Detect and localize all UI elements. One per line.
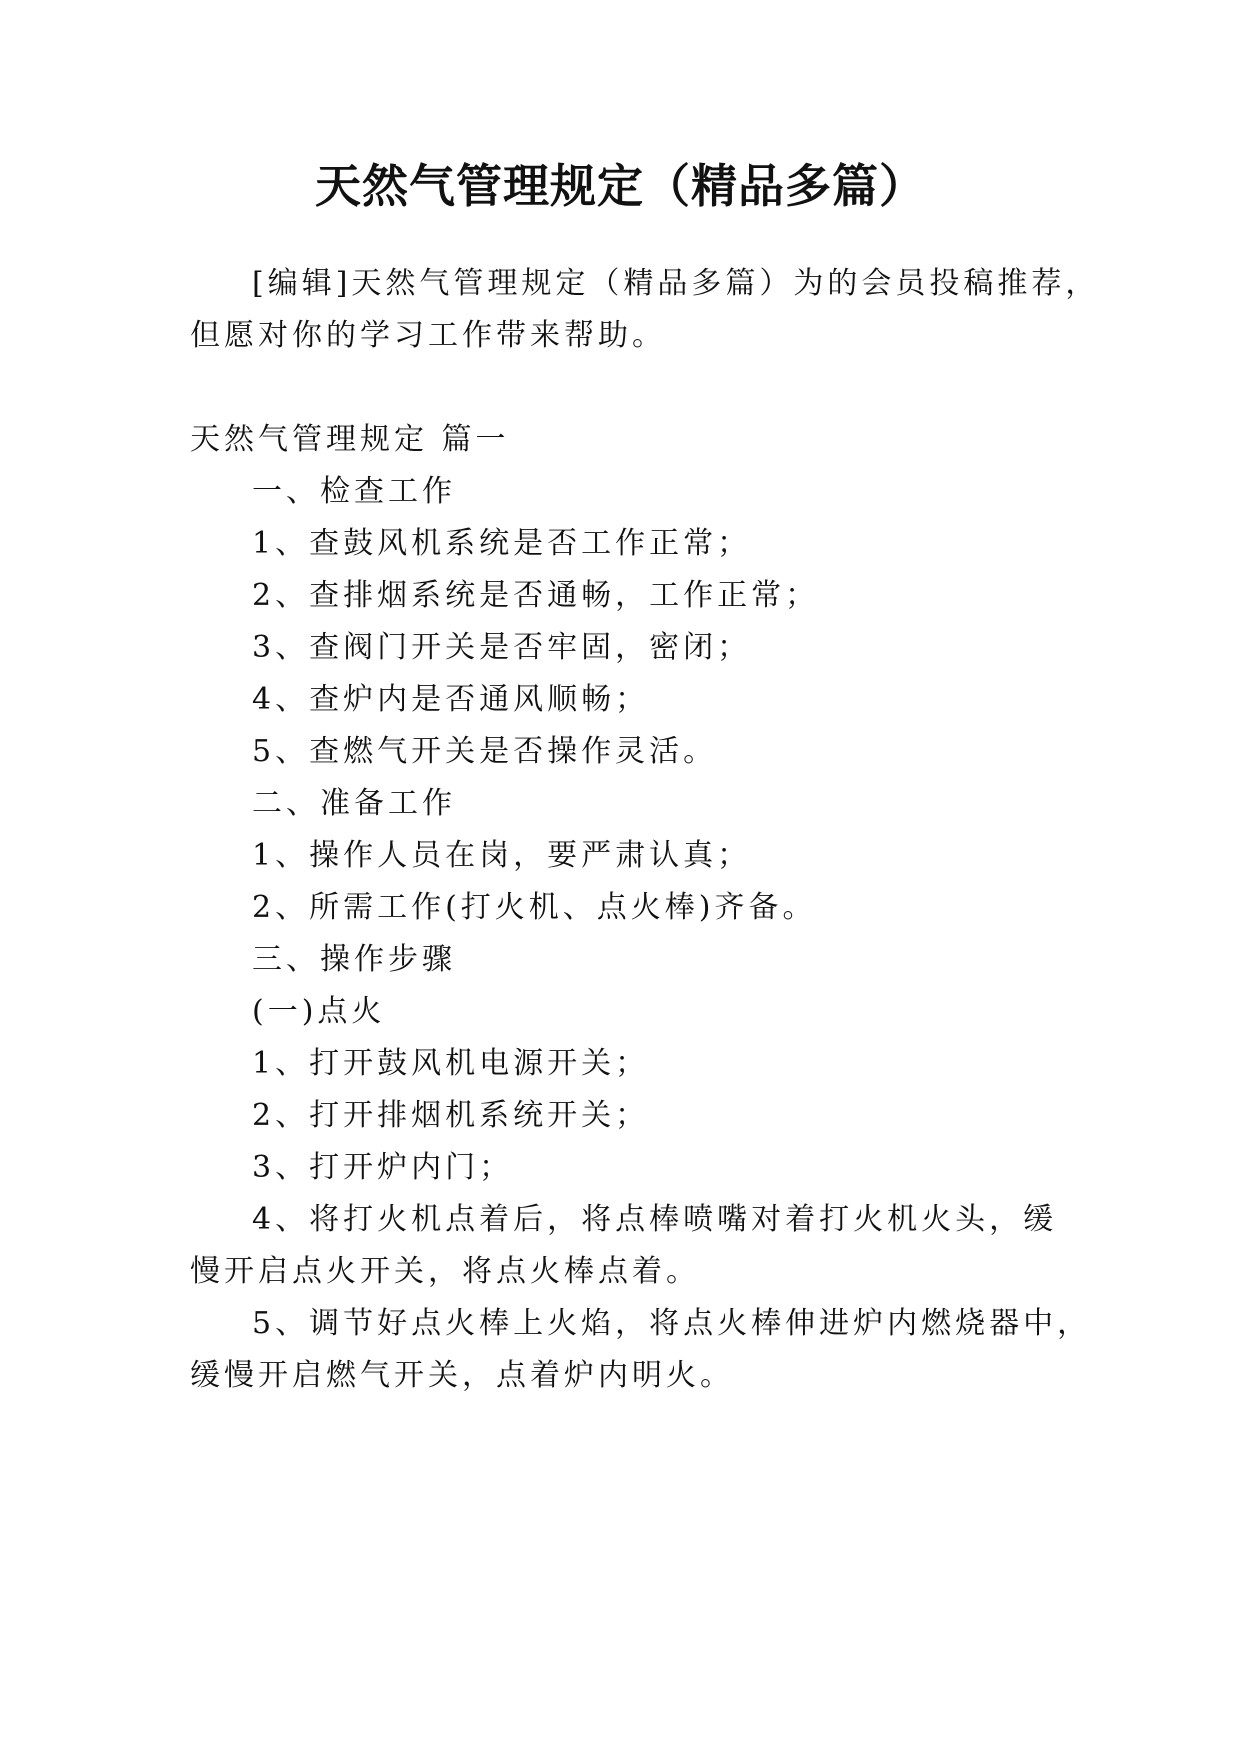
paragraph-line: 3、打开炉内门；	[252, 1150, 514, 1185]
paragraph-line: 1、打开鼓风机电源开关；	[252, 1046, 650, 1081]
paragraph-line: 4、查炉内是否通风顺畅；	[252, 682, 650, 717]
paragraph-line: 一、检查工作	[252, 474, 456, 509]
intro-line-2: 但愿对你的学习工作带来帮助。	[190, 318, 666, 353]
paragraph-line: 1、查鼓风机系统是否工作正常；	[252, 526, 752, 561]
paragraph-line: 2、查排烟系统是否通畅，工作正常；	[252, 578, 820, 613]
intro-line-1: [编辑]天然气管理规定（精品多篇）为的会员投稿推荐，	[252, 266, 1100, 301]
paragraph-line: 2、打开排烟机系统开关；	[252, 1098, 650, 1133]
paragraph-line: 慢开启点火开关，将点火棒点着。	[190, 1254, 700, 1289]
paragraph-line: 三、操作步骤	[252, 942, 456, 977]
document-title: 天然气管理规定（精品多篇）	[315, 159, 926, 213]
paragraph-line: 5、调节好点火棒上火焰，将点火棒伸进炉内燃烧器中，	[252, 1306, 1092, 1341]
paragraph-line: 2、所需工作(打火机、点火棒)齐备。	[252, 890, 817, 925]
paragraph-line: 3、查阀门开关是否牢固，密闭；	[252, 630, 752, 665]
paragraph-line: 二、准备工作	[252, 786, 456, 821]
paragraph-line: 5、查燃气开关是否操作灵活。	[252, 734, 718, 769]
paragraph-line: (一)点火	[252, 994, 386, 1029]
section-heading: 天然气管理规定 篇一	[190, 422, 510, 457]
paragraph-line: 缓慢开启燃气开关，点着炉内明火。	[190, 1358, 734, 1393]
paragraph-line: 1、操作人员在岗，要严肃认真；	[252, 838, 752, 873]
paragraph-line: 4、将打火机点着后，将点棒喷嘴对着打火机火头，缓	[252, 1202, 1058, 1237]
